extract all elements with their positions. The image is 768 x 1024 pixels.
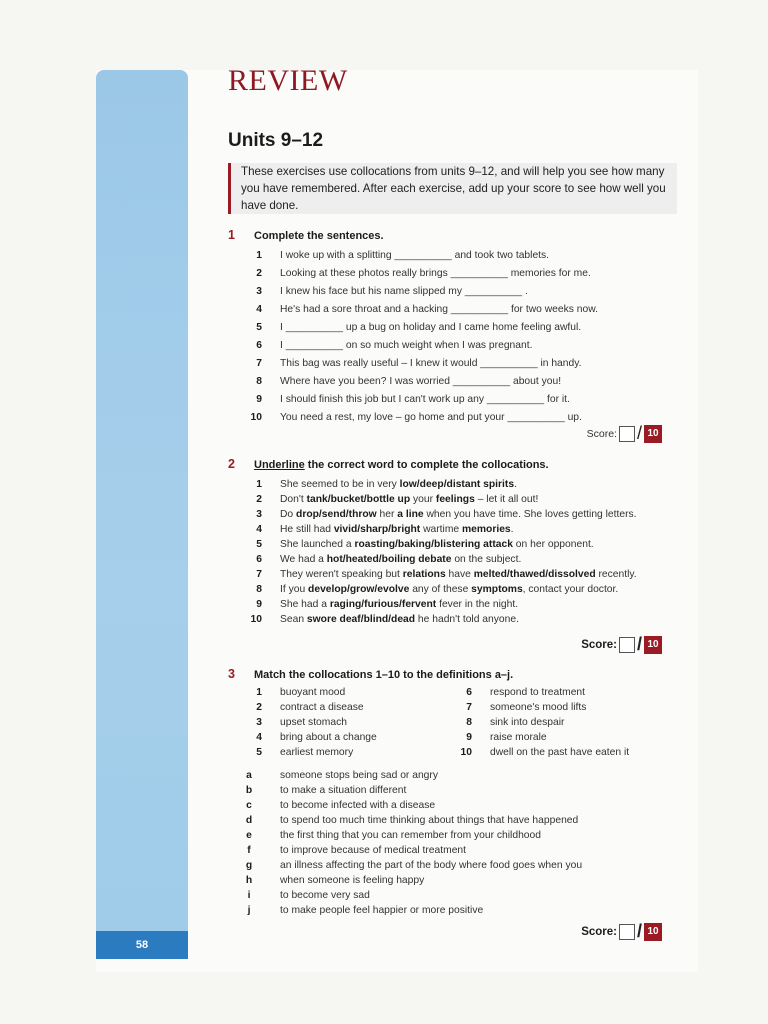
list-item bbox=[240, 552, 670, 567]
exercise-1-number: 1 bbox=[228, 228, 235, 242]
collocation-choice[interactable]: roasting/baking/blistering attack bbox=[354, 539, 513, 550]
item-text: contract a disease bbox=[280, 702, 364, 713]
item-text: Looking at these photos really brings __________ memories for me. bbox=[280, 267, 591, 279]
list-item bbox=[240, 582, 670, 597]
item-number: 9 bbox=[466, 732, 472, 743]
list-item bbox=[450, 700, 670, 715]
item-letter: f bbox=[247, 845, 251, 856]
exercise-2-heading bbox=[254, 459, 549, 471]
list-item bbox=[240, 507, 670, 522]
list-item bbox=[240, 390, 670, 408]
heading-rest: the correct word to complete the collocations. bbox=[304, 459, 549, 471]
text-run: recently. bbox=[595, 569, 637, 580]
list-item bbox=[240, 903, 670, 918]
list-item bbox=[450, 685, 670, 700]
score-label: Score: bbox=[586, 427, 617, 440]
item-text: earliest memory bbox=[280, 747, 354, 758]
collocation-choice[interactable]: hot/heated/boiling debate bbox=[326, 554, 452, 565]
text-run: her bbox=[376, 509, 398, 520]
text-run: on the subject. bbox=[451, 554, 522, 565]
list-item bbox=[240, 730, 460, 745]
text-run: Don't bbox=[280, 494, 307, 505]
score-slash: / bbox=[636, 921, 642, 941]
page-title: REVIEW bbox=[228, 64, 348, 97]
list-item bbox=[240, 843, 670, 858]
item-letter: g bbox=[245, 860, 253, 871]
item-text: dwell on the past have eaten it bbox=[490, 747, 630, 758]
exercise-1-heading: Complete the sentences. bbox=[254, 230, 384, 242]
text-run: . bbox=[510, 524, 514, 535]
list-item bbox=[240, 567, 670, 582]
list-item bbox=[240, 768, 670, 783]
list-item bbox=[240, 715, 460, 730]
item-text: when someone is feeling happy bbox=[280, 875, 425, 886]
list-item bbox=[240, 700, 460, 715]
text-run: If you bbox=[280, 584, 309, 595]
list-item bbox=[240, 597, 670, 612]
list-item bbox=[450, 745, 670, 760]
item-number: 3 bbox=[256, 717, 262, 728]
item-text: sink into despair bbox=[490, 717, 565, 728]
list-item bbox=[240, 492, 670, 507]
list-item bbox=[240, 685, 460, 700]
collocation-choice[interactable]: low/deep/distant spirits bbox=[399, 479, 515, 490]
list-item bbox=[240, 612, 670, 627]
text-run: Sean bbox=[280, 614, 307, 625]
item-text: raise morale bbox=[490, 732, 547, 743]
exercise-3-heading: Match the collocations 1–10 to the definitions a–j. bbox=[254, 669, 514, 681]
item-text bbox=[280, 584, 618, 595]
item-text: someone stops being sad or angry bbox=[280, 770, 438, 781]
collocation-choice[interactable]: symptoms bbox=[471, 584, 523, 595]
text-run: he hadn't told anyone. bbox=[415, 614, 519, 625]
exercise-2-list bbox=[240, 477, 670, 627]
item-text bbox=[280, 524, 514, 535]
list-item bbox=[240, 888, 670, 903]
score-input-box[interactable] bbox=[619, 637, 635, 653]
item-text bbox=[280, 479, 517, 490]
item-text: bring about a change bbox=[280, 732, 377, 743]
item-number: 5 bbox=[256, 539, 262, 550]
text-run: She launched a bbox=[280, 539, 355, 550]
item-number: 9 bbox=[256, 599, 262, 610]
item-text: to make people feel happier or more positive bbox=[280, 905, 484, 916]
item-text bbox=[280, 599, 518, 610]
collocation-choice[interactable]: develop/grow/evolve bbox=[308, 584, 410, 595]
item-number: 4 bbox=[256, 524, 262, 535]
list-item bbox=[240, 354, 670, 372]
item-number: 9 bbox=[256, 393, 262, 405]
list-item bbox=[240, 798, 670, 813]
score-label: Score: bbox=[581, 638, 617, 651]
list-item bbox=[240, 813, 670, 828]
list-item bbox=[240, 828, 670, 843]
item-text: to improve because of medical treatment bbox=[280, 845, 467, 856]
text-run: fever in the night. bbox=[436, 599, 519, 610]
item-number: 1 bbox=[256, 249, 262, 261]
list-item bbox=[240, 282, 670, 300]
item-text: I __________ up a bug on holiday and I came home feeling awful. bbox=[280, 321, 582, 333]
item-number: 10 bbox=[250, 411, 262, 423]
item-text: to spend too much time thinking about things that have happened bbox=[280, 815, 579, 826]
item-text: I should finish this job but I can't work up any __________ for it. bbox=[280, 393, 570, 405]
item-number: 3 bbox=[256, 285, 262, 297]
list-item bbox=[240, 858, 670, 873]
item-text: Where have you been? I was worried __________ about you! bbox=[280, 375, 562, 387]
list-item bbox=[240, 318, 670, 336]
text-run: He still had bbox=[280, 524, 334, 535]
list-item bbox=[240, 537, 670, 552]
collocation-choice[interactable]: swore deaf/blind/dead bbox=[306, 614, 416, 625]
item-text: This bag was really useful – I knew it would __________ in handy. bbox=[280, 357, 582, 369]
item-text bbox=[280, 614, 519, 625]
item-number: 7 bbox=[466, 702, 472, 713]
item-text bbox=[280, 539, 594, 550]
item-number: 10 bbox=[250, 614, 262, 625]
score-input-box[interactable] bbox=[619, 924, 635, 940]
collocation-choice[interactable]: tank/bucket/bottle up bbox=[306, 494, 411, 505]
score-total: 10 bbox=[644, 923, 662, 941]
item-letter: h bbox=[245, 875, 253, 886]
exercise-3-score bbox=[581, 921, 662, 942]
page-subtitle: Units 9–12 bbox=[228, 130, 324, 151]
item-text: He's had a sore throat and a hacking __________ for two weeks now. bbox=[280, 303, 598, 315]
exercise-1-score bbox=[587, 423, 662, 444]
text-run: We had a bbox=[280, 554, 327, 565]
item-number: 2 bbox=[256, 702, 262, 713]
item-number: 8 bbox=[256, 375, 262, 387]
list-item bbox=[240, 336, 670, 354]
score-label: Score: bbox=[581, 925, 617, 938]
collocation-choice[interactable]: relations bbox=[402, 569, 446, 580]
collocation-choice[interactable]: drop/send/throw bbox=[296, 509, 377, 520]
item-text: respond to treatment bbox=[490, 687, 586, 698]
list-item bbox=[240, 745, 460, 760]
text-run: wartime bbox=[420, 524, 462, 535]
item-letter: b bbox=[245, 785, 253, 796]
list-item bbox=[240, 264, 670, 282]
item-number: 6 bbox=[256, 554, 262, 565]
item-number: 1 bbox=[256, 687, 262, 698]
collocations-left-column bbox=[240, 685, 460, 760]
item-text: the first thing that you can remember from your childhood bbox=[280, 830, 541, 841]
exercise-3-number: 3 bbox=[228, 667, 235, 681]
item-text: I knew his face but his name slipped my __________ . bbox=[280, 285, 528, 297]
item-text: to become infected with a disease bbox=[280, 800, 436, 811]
item-number: 7 bbox=[256, 569, 262, 580]
text-run: . bbox=[514, 479, 517, 490]
text-run: She had a bbox=[280, 599, 330, 610]
collocation-choice[interactable]: a line bbox=[397, 509, 424, 520]
list-item bbox=[240, 246, 670, 264]
item-letter: e bbox=[246, 830, 252, 841]
text-run: your bbox=[410, 494, 436, 505]
item-number: 1 bbox=[256, 479, 262, 490]
score-slash: / bbox=[636, 423, 642, 443]
text-run: when you have time. She loves getting letters. bbox=[423, 509, 637, 520]
exercise-2-score bbox=[581, 634, 662, 655]
item-number: 8 bbox=[466, 717, 472, 728]
item-text: buoyant mood bbox=[280, 687, 346, 698]
item-text: upset stomach bbox=[280, 717, 347, 728]
item-text bbox=[280, 554, 521, 565]
item-letter: j bbox=[247, 905, 251, 916]
list-item bbox=[240, 783, 670, 798]
score-slash: / bbox=[636, 634, 642, 654]
text-run: , contact your doctor. bbox=[522, 584, 619, 595]
exercise-2-number: 2 bbox=[228, 457, 235, 471]
text-run: have bbox=[445, 569, 474, 580]
item-number: 4 bbox=[256, 732, 262, 743]
list-item bbox=[450, 730, 670, 745]
text-run: They weren't speaking but bbox=[280, 569, 403, 580]
collocation-choice[interactable]: feelings bbox=[435, 494, 475, 505]
sidebar-band bbox=[96, 70, 188, 932]
collocation-choice[interactable]: memories bbox=[462, 524, 511, 535]
item-number: 6 bbox=[466, 687, 472, 698]
list-item bbox=[450, 715, 670, 730]
intro-text: These exercises use collocations from units 9–12, and will help you see how many you have remembered. After each exercise, add up your score to see how well you have done. bbox=[228, 163, 677, 214]
text-run: She seemed to be in very bbox=[280, 479, 400, 490]
item-text: I __________ on so much weight when I was pregnant. bbox=[280, 339, 533, 351]
item-text: I woke up with a splitting __________ and took two tablets. bbox=[280, 249, 550, 261]
list-item bbox=[240, 477, 670, 492]
text-run: any of these bbox=[409, 584, 472, 595]
text-run: Do bbox=[280, 509, 297, 520]
item-number: 7 bbox=[256, 357, 262, 369]
item-letter: i bbox=[247, 890, 251, 901]
collocations-right-column bbox=[450, 685, 670, 760]
item-text: You need a rest, my love – go home and put your __________ up. bbox=[280, 411, 582, 423]
list-item bbox=[240, 522, 670, 537]
definitions-list bbox=[240, 768, 670, 918]
item-text bbox=[280, 569, 637, 580]
item-number: 3 bbox=[256, 509, 262, 520]
item-text: to make a situation different bbox=[280, 785, 407, 796]
item-number: 6 bbox=[256, 339, 262, 351]
list-item bbox=[240, 300, 670, 318]
item-number: 5 bbox=[256, 321, 262, 333]
item-number: 2 bbox=[256, 267, 262, 279]
list-item bbox=[240, 873, 670, 888]
heading-underline-word: Underline bbox=[254, 459, 305, 471]
item-text bbox=[280, 494, 538, 505]
item-text bbox=[280, 509, 637, 520]
item-text: someone's mood lifts bbox=[490, 702, 587, 713]
page-number: 58 bbox=[96, 931, 188, 959]
score-total: 10 bbox=[644, 636, 662, 654]
text-run: on her opponent. bbox=[512, 539, 594, 550]
list-item bbox=[240, 372, 670, 390]
item-text: an illness affecting the part of the body where food goes when you bbox=[280, 860, 583, 871]
item-number: 5 bbox=[256, 747, 262, 758]
item-number: 8 bbox=[256, 584, 262, 595]
item-letter: a bbox=[246, 770, 252, 781]
score-input-box[interactable] bbox=[619, 426, 635, 442]
text-run: – let it all out! bbox=[474, 494, 539, 505]
score-total: 10 bbox=[644, 425, 662, 443]
collocation-choice[interactable]: raging/furious/fervent bbox=[329, 599, 437, 610]
item-text: to become very sad bbox=[280, 890, 370, 901]
collocation-choice[interactable]: melted/thawed/dissolved bbox=[473, 569, 596, 580]
item-letter: c bbox=[246, 800, 252, 811]
item-number: 4 bbox=[256, 303, 262, 315]
exercise-1-list bbox=[240, 246, 670, 426]
item-number: 2 bbox=[256, 494, 262, 505]
item-number: 10 bbox=[460, 747, 472, 758]
item-letter: d bbox=[245, 815, 253, 826]
collocation-choice[interactable]: vivid/sharp/bright bbox=[333, 524, 421, 535]
